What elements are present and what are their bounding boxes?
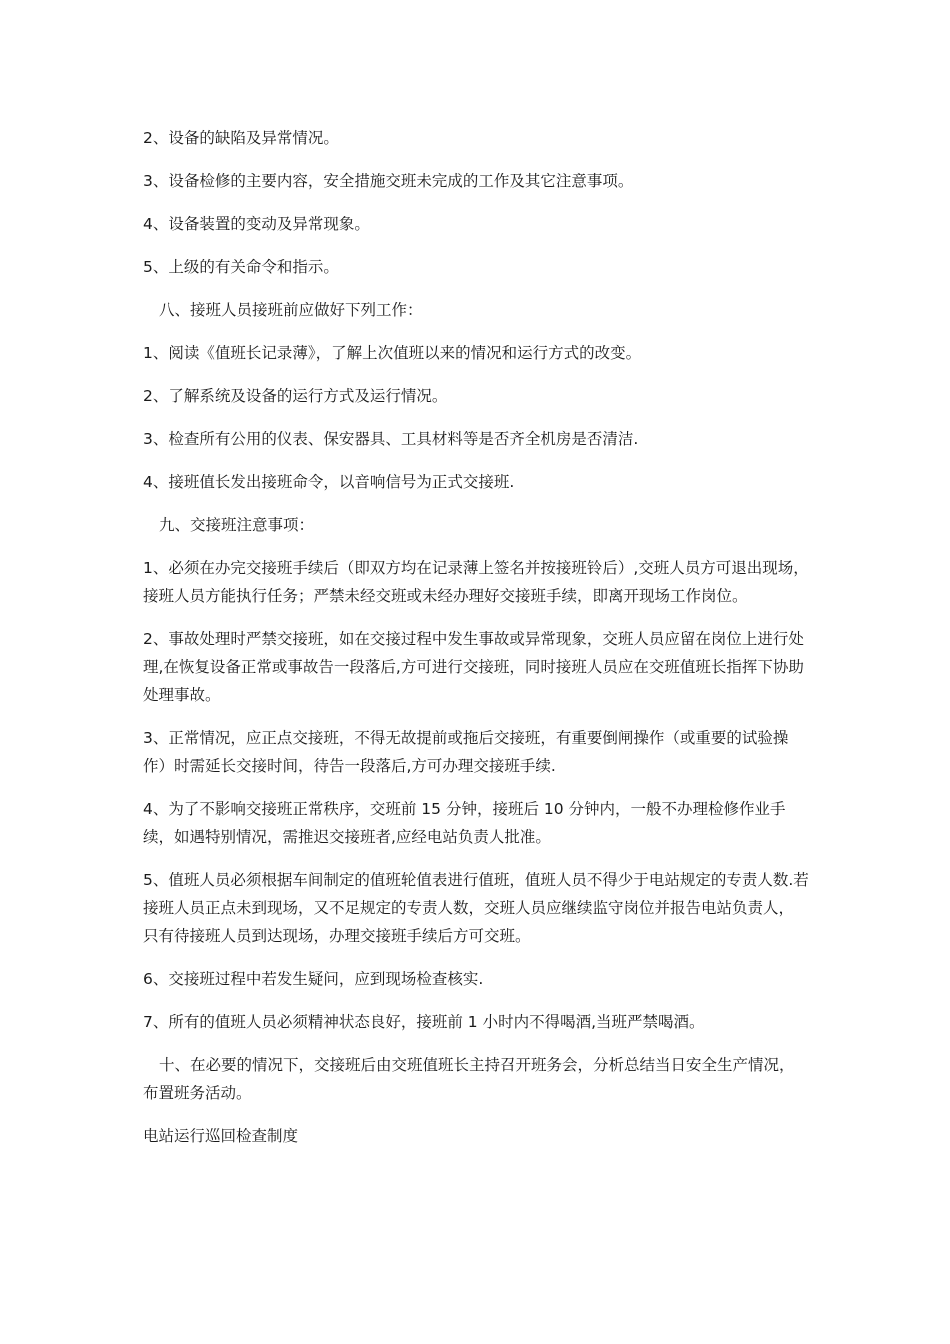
- list-item: 7、所有的值班人员必须精神状态良好，接班前 1 小时内不得喝酒,当班严禁喝酒。: [143, 1013, 705, 1031]
- section-heading: 九、交接班注意事项：: [159, 516, 315, 534]
- list-item: 2、设备的缺陷及异常情况。: [143, 129, 339, 147]
- document-title: 电站运行巡回检查制度: [143, 1127, 299, 1145]
- list-item: 4、设备装置的变动及异常现象。: [143, 215, 370, 233]
- list-item: 3、检查所有公用的仪表、保安器具、工具材料等是否齐全机房是否清洁.: [143, 430, 639, 448]
- section-heading: 十、在必要的情况下，交接班后由交班值班长主持召开班务会，分析总结当日安全生产情况，布置班务活动。: [143, 1056, 795, 1102]
- list-item: 4、接班值长发出接班命令，以音响信号为正式交接班.: [143, 473, 515, 491]
- section-heading: 八、接班人员接班前应做好下列工作：: [159, 301, 423, 319]
- document-body: [143, 124, 809, 1165]
- list-item: 1、必须在办完交接班手续后（即双方均在记录薄上签名并按接班铃后）,交班人员方可退出现场，接班人员方能执行任务；严禁未经交班或未经办理好交接班手续，即离开现场工作岗位。: [143, 559, 809, 605]
- list-item: 6、交接班过程中若发生疑问，应到现场检查核实.: [143, 970, 484, 988]
- list-item: 5、值班人员必须根据车间制定的值班轮值表进行值班，值班人员不得少于电站规定的专责人数.若接班人员正点未到现场，又不足规定的专责人数，交班人员应继续监守岗位并报告电站负责人，只有待接班人员到达现场，办理交接班手续后方可交班。: [143, 871, 809, 945]
- list-item: 5、上级的有关命令和指示。: [143, 258, 339, 276]
- list-item: 4、为了不影响交接班正常秩序，交班前 15 分钟，接班后 10 分钟内，一般不办理检修作业手续，如遇特别情况，需推迟交接班者,应经电站负责人批准。: [143, 800, 786, 846]
- list-item: 2、了解系统及设备的运行方式及运行情况。: [143, 387, 448, 405]
- list-item: 3、正常情况，应正点交接班，不得无故提前或拖后交接班，有重要倒闸操作（或重要的试验操作）时需延长交接时间，待告一段落后,方可办理交接班手续.: [143, 729, 789, 775]
- list-item: 2、事故处理时严禁交接班，如在交接过程中发生事故或异常现象，交班人员应留在岗位上进行处理,在恢复设备正常或事故告一段落后,方可进行交接班，同时接班人员应在交班值班长指挥下协助处理事故。: [143, 630, 804, 704]
- list-item: 1、阅读《值班长记录薄》，了解上次值班以来的情况和运行方式的改变。: [143, 344, 642, 362]
- list-item: 3、设备检修的主要内容，安全措施交班未完成的工作及其它注意事项。: [143, 172, 634, 190]
